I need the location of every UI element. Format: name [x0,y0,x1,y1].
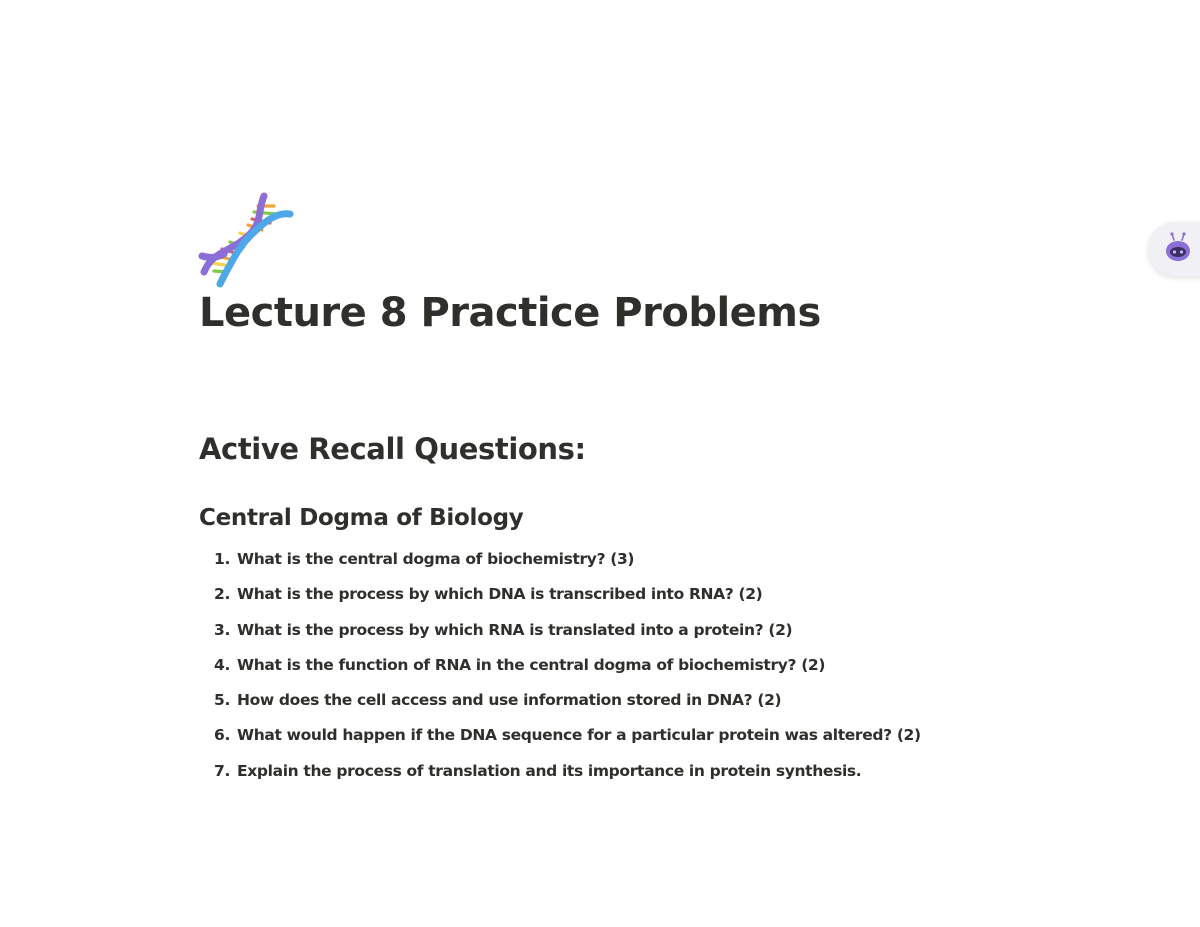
question-text: How does the cell access and use information stored in DNA? (2) [237,691,782,710]
list-item [199,691,921,726]
list-item [199,726,921,761]
question-number: 3 . [199,621,231,639]
question-text: What is the process by which DNA is transcribed into RNA? (2) [237,585,763,604]
list-item [199,621,921,656]
question-number: 1 . [199,550,231,568]
robot-assistant-icon [1164,232,1192,264]
list-item [199,762,921,797]
subheading: Central Dogma of Biology [199,505,524,531]
question-number: 7 . [199,762,231,780]
question-number: 4 . [199,656,231,674]
page-title: Lecture 8 Practice Problems [199,290,821,336]
question-text: What is the central dogma of biochemistry? (3) [237,550,635,568]
question-text: What is the function of RNA in the central dogma of biochemistry? (2) [237,655,826,674]
question-text: What would happen if the DNA sequence for a particular protein was altered? (2) [237,726,921,745]
list-item [199,656,921,691]
question-number: 5 . [199,691,231,709]
question-list [199,550,921,797]
question-number: 6 . [199,726,231,744]
dna-emoji-icon [198,192,294,288]
assistant-button[interactable] [1148,222,1200,276]
question-text: What is the process by which RNA is translated into a protein? (2) [237,620,793,639]
section-heading: Active Recall Questions: [199,432,586,466]
question-text: Explain the process of translation and its importance in protein synthesis. [237,761,862,780]
list-item [199,585,921,620]
list-item [199,550,921,585]
question-number: 2 . [199,585,231,603]
